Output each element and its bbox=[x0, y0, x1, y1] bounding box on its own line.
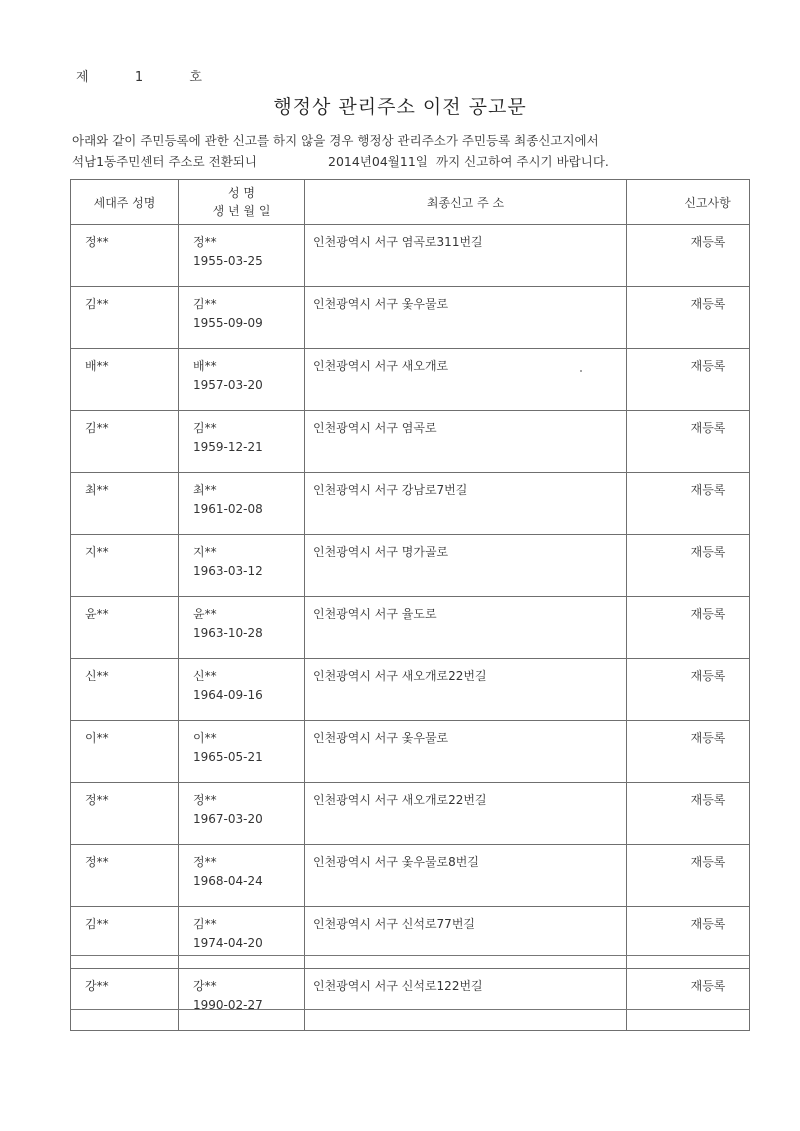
intro-line-2-start: 석남1동주민센터 주소로 전환되니 bbox=[72, 154, 257, 169]
household-head-name: 이** bbox=[85, 731, 109, 745]
birth-date: 1990-02-27 bbox=[193, 998, 263, 1012]
report-status: 재등록 bbox=[690, 483, 726, 497]
report-cell bbox=[627, 907, 750, 969]
report-status: 재등록 bbox=[690, 917, 726, 931]
address-cell bbox=[305, 535, 627, 597]
name-birth-cell bbox=[179, 287, 305, 349]
table-row bbox=[71, 721, 750, 783]
header-name-birth bbox=[179, 180, 305, 225]
document-title: 행정상 관리주소 이전 공고문 bbox=[273, 96, 527, 118]
address-text: 인천광역시 서구 염곡로311번길 bbox=[313, 235, 483, 249]
birth-date: 1964-09-16 bbox=[193, 688, 263, 702]
report-status: 재등록 bbox=[690, 855, 726, 869]
address-cell bbox=[305, 659, 627, 721]
household-head-name: 김** bbox=[85, 297, 109, 311]
address-cell bbox=[305, 349, 627, 411]
address-cell bbox=[305, 907, 627, 969]
table-row bbox=[71, 411, 750, 473]
household-head-name: 김** bbox=[85, 421, 109, 435]
address-text: 인천광역시 서구 옻우물로 bbox=[313, 731, 449, 745]
person-name: 김** bbox=[193, 297, 217, 311]
birth-date: 1955-09-09 bbox=[193, 316, 263, 330]
report-cell bbox=[627, 721, 750, 783]
household-head-cell bbox=[71, 411, 179, 473]
name-birth-cell bbox=[179, 783, 305, 845]
report-cell bbox=[627, 349, 750, 411]
address-text: 인천광역시 서구 새오개로22번길 bbox=[313, 669, 487, 683]
table-header-row bbox=[71, 180, 750, 225]
bottom-rule-1 bbox=[70, 955, 749, 956]
birth-date: 1967-03-20 bbox=[193, 812, 263, 826]
household-head-cell bbox=[71, 535, 179, 597]
report-status: 재등록 bbox=[690, 235, 726, 249]
report-cell bbox=[627, 473, 750, 535]
report-status: 재등록 bbox=[690, 359, 726, 373]
household-head-cell bbox=[71, 659, 179, 721]
report-status: 재등록 bbox=[690, 545, 726, 559]
household-head-name: 배** bbox=[85, 359, 109, 373]
report-cell bbox=[627, 411, 750, 473]
address-text: 인천광역시 서구 옻우물로 bbox=[313, 297, 449, 311]
address-text: 인천광역시 서구 염곡로 bbox=[313, 421, 437, 435]
address-text: 인천광역시 서구 신석로77번길 bbox=[313, 917, 476, 931]
report-status: 재등록 bbox=[690, 793, 726, 807]
intro-line-1: 아래와 같이 주민등록에 관한 신고를 하지 않을 경우 행정상 관리주소가 주민등록 최종신고지에서 bbox=[72, 133, 599, 148]
address-text: 인천광역시 서구 명가골로 bbox=[313, 545, 449, 559]
household-head-name: 김** bbox=[85, 917, 109, 931]
address-cell bbox=[305, 225, 627, 287]
issue-suffix: 호 bbox=[189, 70, 202, 85]
name-birth-cell bbox=[179, 969, 305, 1031]
header-name: 성 명 bbox=[228, 186, 255, 200]
deadline-date: 2014년04월11일 bbox=[328, 154, 428, 169]
person-name: 이** bbox=[193, 731, 217, 745]
birth-date: 1955-03-25 bbox=[193, 254, 263, 268]
table-row bbox=[71, 225, 750, 287]
report-cell bbox=[627, 535, 750, 597]
report-status: 재등록 bbox=[690, 421, 726, 435]
birth-date: 1963-10-28 bbox=[193, 626, 263, 640]
address-text: 인천광역시 서구 신석로122번길 bbox=[313, 979, 483, 993]
household-head-name: 정** bbox=[85, 855, 109, 869]
issue-number-line bbox=[76, 66, 202, 85]
issue-number: 1 bbox=[134, 70, 144, 85]
intro-line-2 bbox=[72, 152, 609, 170]
person-name: 정** bbox=[193, 855, 217, 869]
name-birth-cell bbox=[179, 721, 305, 783]
intro-line-2-end: 까지 신고하여 주시기 바랍니다. bbox=[436, 154, 609, 169]
report-status: 재등록 bbox=[690, 297, 726, 311]
report-cell bbox=[627, 225, 750, 287]
table-row bbox=[71, 969, 750, 1031]
person-name: 배** bbox=[193, 359, 217, 373]
table-row bbox=[71, 349, 750, 411]
header-address: 최종신고 주 소 bbox=[305, 180, 627, 225]
name-birth-cell bbox=[179, 349, 305, 411]
household-head-cell bbox=[71, 349, 179, 411]
table-row bbox=[71, 597, 750, 659]
header-report: 신고사항 bbox=[627, 180, 750, 225]
person-name: 지** bbox=[193, 545, 217, 559]
address-cell bbox=[305, 287, 627, 349]
address-text: 인천광역시 서구 새오개로22번길 bbox=[313, 793, 487, 807]
address-text: 인천광역시 서구 새오개로 bbox=[313, 359, 449, 373]
address-cell bbox=[305, 783, 627, 845]
report-cell bbox=[627, 969, 750, 1031]
household-head-cell bbox=[71, 721, 179, 783]
household-head-cell bbox=[71, 473, 179, 535]
report-status: 재등록 bbox=[690, 669, 726, 683]
household-head-name: 신** bbox=[85, 669, 109, 683]
table-row bbox=[71, 659, 750, 721]
address-cell bbox=[305, 845, 627, 907]
birth-date: 1957-03-20 bbox=[193, 378, 263, 392]
bottom-rule-2 bbox=[70, 1009, 749, 1010]
person-name: 김** bbox=[193, 421, 217, 435]
name-birth-cell bbox=[179, 473, 305, 535]
birth-date: 1963-03-12 bbox=[193, 564, 263, 578]
birth-date: 1968-04-24 bbox=[193, 874, 263, 888]
household-head-name: 지** bbox=[85, 545, 109, 559]
table-row bbox=[71, 535, 750, 597]
table-row bbox=[71, 783, 750, 845]
birth-date: 1961-02-08 bbox=[193, 502, 263, 516]
household-head-cell bbox=[71, 225, 179, 287]
address-cell bbox=[305, 969, 627, 1031]
household-head-name: 윤** bbox=[85, 607, 109, 621]
header-birth: 생 년 월 일 bbox=[212, 204, 271, 218]
address-text: 인천광역시 서구 강남로7번길 bbox=[313, 483, 468, 497]
household-head-cell bbox=[71, 597, 179, 659]
table-row bbox=[71, 287, 750, 349]
address-cell bbox=[305, 411, 627, 473]
household-head-cell bbox=[71, 287, 179, 349]
report-cell bbox=[627, 659, 750, 721]
name-birth-cell bbox=[179, 845, 305, 907]
name-birth-cell bbox=[179, 659, 305, 721]
birth-date: 1959-12-21 bbox=[193, 440, 263, 454]
report-status: 재등록 bbox=[690, 979, 726, 993]
birth-date: 1965-05-21 bbox=[193, 750, 263, 764]
report-status: 재등록 bbox=[690, 731, 726, 745]
name-birth-cell bbox=[179, 411, 305, 473]
table-row bbox=[71, 907, 750, 969]
report-cell bbox=[627, 845, 750, 907]
person-name: 정** bbox=[193, 235, 217, 249]
report-cell bbox=[627, 783, 750, 845]
person-name: 김** bbox=[193, 917, 217, 931]
scan-speck bbox=[580, 370, 582, 372]
address-cell bbox=[305, 597, 627, 659]
name-birth-cell bbox=[179, 597, 305, 659]
person-name: 최** bbox=[193, 483, 217, 497]
header-household-head: 세대주 성명 bbox=[71, 180, 179, 225]
table-row bbox=[71, 473, 750, 535]
person-name: 신** bbox=[193, 669, 217, 683]
address-text: 인천광역시 서구 옻우물로8번길 bbox=[313, 855, 479, 869]
address-cell bbox=[305, 473, 627, 535]
person-name: 정** bbox=[193, 793, 217, 807]
birth-date: 1974-04-20 bbox=[193, 936, 263, 950]
address-text: 인천광역시 서구 율도로 bbox=[313, 607, 437, 621]
household-head-name: 정** bbox=[85, 235, 109, 249]
name-birth-cell bbox=[179, 535, 305, 597]
table-row bbox=[71, 845, 750, 907]
issue-prefix: 제 bbox=[76, 70, 89, 85]
household-head-cell bbox=[71, 907, 179, 969]
report-status: 재등록 bbox=[690, 607, 726, 621]
household-head-cell bbox=[71, 783, 179, 845]
report-cell bbox=[627, 597, 750, 659]
household-head-name: 강** bbox=[85, 979, 109, 993]
person-name: 강** bbox=[193, 979, 217, 993]
household-head-name: 최** bbox=[85, 483, 109, 497]
person-name: 윤** bbox=[193, 607, 217, 621]
household-head-name: 정** bbox=[85, 793, 109, 807]
report-cell bbox=[627, 287, 750, 349]
name-birth-cell bbox=[179, 907, 305, 969]
name-birth-cell bbox=[179, 225, 305, 287]
notice-table bbox=[70, 179, 750, 1031]
household-head-cell bbox=[71, 845, 179, 907]
household-head-cell bbox=[71, 969, 179, 1031]
address-cell bbox=[305, 721, 627, 783]
